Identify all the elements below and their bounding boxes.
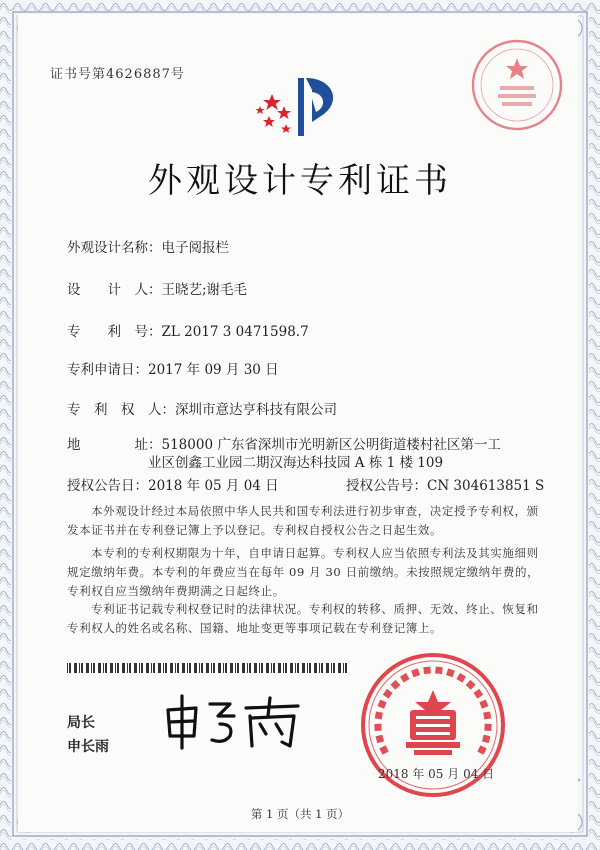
paragraph-1: 本外观设计经过本局依照中华人民共和国专利法进行初步审查，决定授予专利权，颁发本证书并在专利登记簿上予以登记。专利权自授权公告之日起生效。 bbox=[67, 504, 539, 537]
barcode-icon bbox=[67, 663, 347, 673]
director-name-label: 申长雨 bbox=[67, 739, 109, 755]
paragraph-3: 专利证书记载专利权登记时的法律状况。专利权的转移、质押、无效、终止、恢复和专利权人的姓名或名称、国籍、地址变更等事项记载在专利登记簿上。 bbox=[67, 602, 539, 635]
patent-number-field bbox=[67, 320, 309, 340]
director-title-label: 局长 bbox=[67, 715, 95, 731]
director-signature-icon bbox=[160, 690, 310, 750]
application-date-label: 专利申请日： bbox=[67, 362, 148, 378]
application-date-field bbox=[67, 358, 279, 378]
patent-number-label: 专 利 号： bbox=[67, 324, 162, 340]
seal-date: 2018 年 05 月 04 日 bbox=[378, 767, 495, 781]
design-name-field bbox=[67, 236, 229, 256]
patent-number-value: ZL 2017 3 0471598.7 bbox=[161, 324, 309, 340]
design-name-value: 电子阅报栏 bbox=[161, 240, 229, 256]
publication-date-label: 授权公告日： bbox=[67, 478, 148, 494]
patentee-field bbox=[67, 398, 337, 418]
address-field bbox=[67, 433, 501, 453]
address-value-line1: 518000 广东省深圳市光明新区公明街道楼村社区第一工 bbox=[161, 437, 501, 453]
page-number: 第 1 页（共 1 页） bbox=[250, 807, 350, 821]
patentee-label: 专 利 权 人： bbox=[67, 402, 175, 418]
design-name-label: 外观设计名称： bbox=[67, 240, 162, 256]
publication-number: 授权公告号：CN 304613851 S bbox=[346, 478, 545, 494]
certificate-number: 证书号第4626887号 bbox=[50, 67, 185, 82]
address-label: 地 址： bbox=[67, 437, 162, 453]
agency-seal-stamp-icon bbox=[468, 36, 566, 134]
paragraph-2: 本专利的专利权期限为十年，自申请日起算。专利权人应当依照专利法及其实施细则规定缴纳年费。本专利的年费应当在每年 09 月 30 日前缴纳。未按照规定缴纳年费的，专利权自应当缴纳年费期满之日起终止。 bbox=[67, 546, 540, 598]
certificate-title: 外观设计专利证书 bbox=[148, 161, 452, 201]
publication-date-value: 2018 年 05 月 04 日 bbox=[148, 478, 279, 494]
address-value-line2: 业区创鑫工业园二期汉海达科技园 A 栋 1 楼 109 bbox=[148, 455, 444, 471]
designer-value: 王晓艺;谢毛毛 bbox=[161, 282, 248, 298]
designer-field bbox=[67, 278, 247, 298]
patent-office-emblem-icon bbox=[254, 70, 354, 140]
designer-label: 设 计 人： bbox=[67, 282, 162, 298]
publication-date-field bbox=[67, 474, 279, 494]
patentee-value: 深圳市意达亨科技有限公司 bbox=[175, 402, 337, 418]
application-date-value: 2017 年 09 月 30 日 bbox=[148, 362, 279, 378]
